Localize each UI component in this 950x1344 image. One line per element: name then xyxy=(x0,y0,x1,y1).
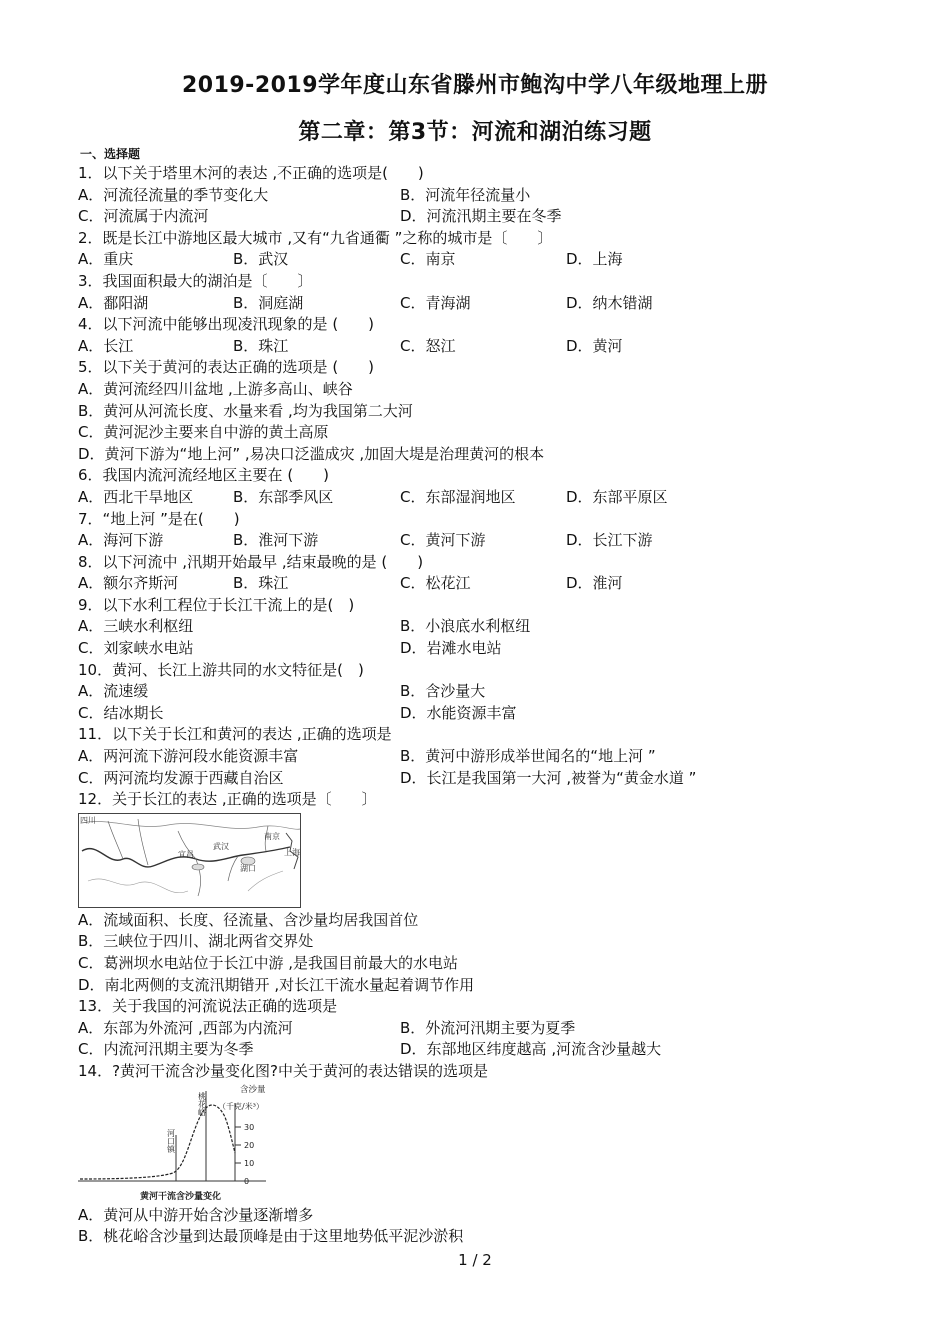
q7-option-a: A．海河下游 xyxy=(78,531,164,550)
q11-option-a: A．两河流下游河段水能资源丰富 xyxy=(78,747,299,766)
q4-option-d: D．黄河 xyxy=(566,336,623,355)
map-label-sichuan: 四川 xyxy=(80,815,96,825)
map-label-shanghai: 上海 xyxy=(284,847,300,857)
q8-option-b: B．珠江 xyxy=(233,574,289,593)
chart-ylabel-title: 含沙量 xyxy=(240,1084,266,1095)
chart-ylabel-unit: （千克/米³） xyxy=(218,1101,264,1111)
sediment-chart-figure xyxy=(78,1083,898,1205)
q11-option-b: B．黄河中游形成举世闻名的“地上河 ” xyxy=(400,747,656,766)
q10-option-c: C．结冰期长 xyxy=(78,703,164,722)
sediment-curve xyxy=(80,1105,235,1179)
q11-option-c: C．两河流均发源于西藏自治区 xyxy=(78,768,284,787)
q13-option-a: A．东部为外流河 ,西部为内流河 xyxy=(78,1018,293,1037)
q1-option-d: D．河流汛期主要在冬季 xyxy=(400,207,562,226)
q2-option-b: B．武汉 xyxy=(233,250,289,269)
q12-option-a: A．流域面积、长度、径流量、含沙量均居我国首位 xyxy=(78,910,419,929)
q13-option-d: D．东部地区纬度越高 ,河流含沙量越大 xyxy=(400,1040,662,1059)
q1-stem: 1．以下关于塔里木河的表达 ,不正确的选项是( ) xyxy=(78,164,424,182)
chart-caption: 黄河干流含沙量变化 xyxy=(140,1191,222,1202)
q14-option-b: B．桃花峪含沙量到达最顶峰是由于这里地势低平泥沙淤积 xyxy=(78,1227,464,1246)
q14-stem: 14．?黄河干流含沙量变化图?中关于黄河的表达错误的选项是 xyxy=(78,1061,489,1080)
q13-option-c: C．内流河汛期主要为冬季 xyxy=(78,1040,254,1059)
map-label-wuhan: 武汉 xyxy=(213,841,229,851)
q12-option-d: D．南北两侧的支流汛期错开 ,对长江干流水量起着调节作用 xyxy=(78,975,475,994)
q12-option-b: B．三峡位于四川、湖北两省交界处 xyxy=(78,932,314,951)
q6-option-d: D．东部平原区 xyxy=(566,487,668,506)
q9-option-b: B．小浪底水利枢纽 xyxy=(400,617,531,636)
q7-stem: 7．“地上河 ”是在( ) xyxy=(78,509,240,528)
q3-stem: 3．我国面积最大的湖泊是〔 〕 xyxy=(78,271,313,290)
q8-option-d: D．淮河 xyxy=(566,574,623,593)
q2-option-d: D．上海 xyxy=(566,250,623,269)
q7-option-c: C．黄河下游 xyxy=(400,531,486,550)
q4-option-a: A．长江 xyxy=(78,336,134,355)
q1-option-a: A．河流径流量的季节变化大 xyxy=(78,185,269,204)
q3-option-a: A．鄱阳湖 xyxy=(78,293,149,312)
q2-stem: 2．既是长江中游地区最大城市 ,又有“九省通衢 ”之称的城市是〔 〕 xyxy=(78,228,553,247)
section-heading: 一、选择题 xyxy=(80,147,141,161)
y-tick-label: 20 xyxy=(244,1140,255,1150)
q2-option-a: A．重庆 xyxy=(78,250,134,269)
q4-option-c: C．怒江 xyxy=(400,336,456,355)
q11-stem: 11．以下关于长江和黄河的表达 ,正确的选项是 xyxy=(78,725,392,744)
map-label-hukou: 湖口 xyxy=(240,863,256,873)
q9-option-a: A．三峡水利枢纽 xyxy=(78,617,194,636)
q13-stem: 13．关于我国的河流说法正确的选项是 xyxy=(78,997,338,1016)
sediment-chart xyxy=(78,1083,318,1205)
q9-option-c: C．刘家峡水电站 xyxy=(78,639,194,658)
chart-annotation-hekou: 河口镇 xyxy=(166,1128,176,1153)
q6-option-a: A．西北干旱地区 xyxy=(78,487,194,506)
q5-option-b: B．黄河从河流长度、水量来看 ,均为我国第二大河 xyxy=(78,401,413,420)
q6-option-c: C．东部湿润地区 xyxy=(400,487,516,506)
q9-option-d: D．岩滩水电站 xyxy=(400,639,502,658)
q5-stem: 5．以下关于黄河的表达正确的选项是 ( ) xyxy=(78,358,375,377)
page-number: 1 / 2 xyxy=(458,1251,492,1269)
yangtze-map xyxy=(78,811,310,910)
q10-option-a: A．流速缓 xyxy=(78,682,149,701)
q8-stem: 8．以下河流中 ,汛期开始最早 ,结束最晚的是 ( ) xyxy=(78,552,424,571)
doc-title-line2: 第二章：第3节：河流和湖泊练习题 xyxy=(298,120,652,145)
yangtze-map-figure xyxy=(78,811,898,910)
q4-stem: 4．以下河流中能够出现凌汛现象的是 ( ) xyxy=(78,315,375,334)
q7-option-d: D．长江下游 xyxy=(566,531,653,550)
map-label-yichang: 宜昌 xyxy=(178,849,194,859)
q12-option-c: C．葛洲坝水电站位于长江中游 ,是我国目前最大的水电站 xyxy=(78,954,459,972)
q1-option-c: C．河流属于内流河 xyxy=(78,207,209,226)
q6-stem: 6．我国内流河流经地区主要在 ( ) xyxy=(78,466,330,485)
q6-option-b: B．东部季风区 xyxy=(233,487,334,506)
y-tick-label: 0 xyxy=(244,1176,250,1186)
q5-option-a: A．黄河流经四川盆地 ,上游多高山、峡谷 xyxy=(78,379,353,398)
q2-option-c: C．南京 xyxy=(400,250,456,269)
q1-option-b: B．河流年径流量小 xyxy=(400,185,531,204)
q12-stem: 12．关于长江的表达 ,正确的选项是〔 〕 xyxy=(78,790,377,809)
q3-option-c: C．青海湖 xyxy=(400,293,471,312)
q10-option-d: D．水能资源丰富 xyxy=(400,703,517,722)
q10-option-b: B．含沙量大 xyxy=(400,682,486,701)
q8-option-c: C．松花江 xyxy=(400,574,471,593)
q11-option-d: D．长江是我国第一大河 ,被誉为“黄金水道 ” xyxy=(400,768,697,787)
q5-option-d: D．黄河下游为“地上河” ,易决口泛滥成灾 ,加固大堤是治理黄河的根本 xyxy=(78,444,545,463)
y-tick-label: 30 xyxy=(244,1122,255,1132)
q3-option-b: B．洞庭湖 xyxy=(233,293,304,312)
q9-stem: 9．以下水利工程位于长江干流上的是( ) xyxy=(78,595,355,614)
q4-option-b: B．珠江 xyxy=(233,336,289,355)
question-list xyxy=(78,163,898,1248)
doc-title-line1: 2019-2019学年度山东省滕州市鲍沟中学八年级地理上册 xyxy=(181,73,769,98)
q7-option-b: B．淮河下游 xyxy=(233,531,319,550)
q8-option-a: A．额尔齐斯河 xyxy=(78,574,179,593)
q14-option-a: A．黄河从中游开始含沙量逐渐增多 xyxy=(78,1205,314,1224)
y-tick-label: 10 xyxy=(244,1158,255,1168)
map-label-nanjing: 南京 xyxy=(264,831,280,841)
q3-option-d: D．纳木错湖 xyxy=(566,293,653,312)
q5-option-c: C．黄河泥沙主要来自中游的黄土高原 xyxy=(78,423,329,442)
chart-y-ticks xyxy=(235,1123,254,1186)
chart-annotation-taohuayu: 桃花峪 xyxy=(197,1091,207,1116)
q13-option-b: B．外流河汛期主要为夏季 xyxy=(400,1018,576,1037)
q10-stem: 10．黄河、长江上游共同的水文特征是( ) xyxy=(78,660,364,679)
